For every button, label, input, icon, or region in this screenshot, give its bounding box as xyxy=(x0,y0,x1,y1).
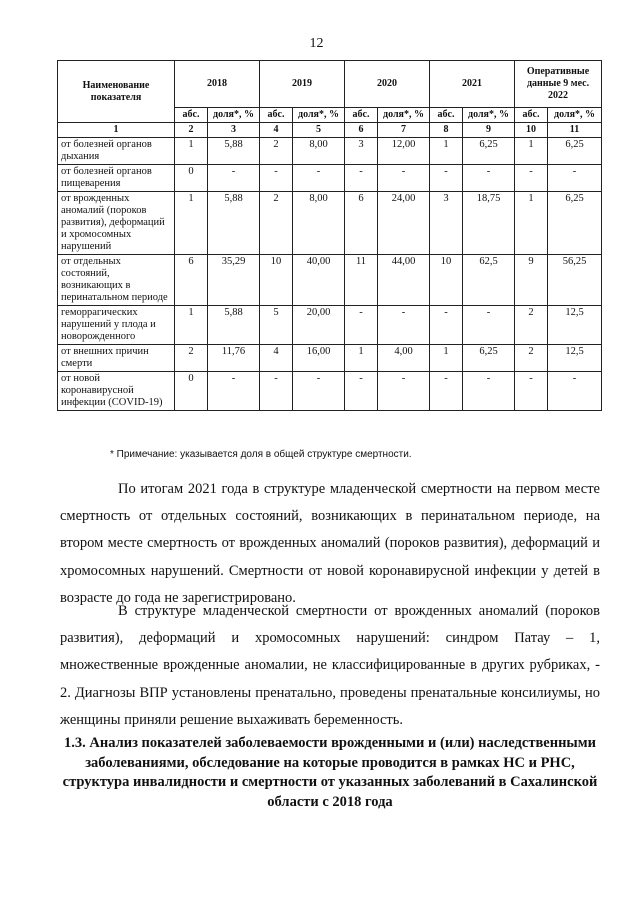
column-number: 7 xyxy=(378,123,430,138)
cell-abs: 1 xyxy=(175,306,208,345)
cell-share: - xyxy=(378,306,430,345)
subheader-share: доля*, % xyxy=(463,108,515,123)
table-footnote: * Примечание: указывается доля в общей структуре смертности. xyxy=(110,449,412,460)
subheader-abs: абс. xyxy=(345,108,378,123)
cell-abs: - xyxy=(430,165,463,192)
cell-share: - xyxy=(463,372,515,411)
cell-abs: 1 xyxy=(175,138,208,165)
cell-abs: 1 xyxy=(430,345,463,372)
subheader-abs: абс. xyxy=(260,108,293,123)
cell-abs: 6 xyxy=(175,255,208,306)
cell-abs: 2 xyxy=(175,345,208,372)
cell-share: - xyxy=(548,165,602,192)
cell-abs: 3 xyxy=(345,138,378,165)
row-label: геморрагических нарушений у плода и новорожденного xyxy=(58,306,175,345)
subheader-share: доля*, % xyxy=(293,108,345,123)
cell-abs: 4 xyxy=(260,345,293,372)
cell-abs: - xyxy=(515,165,548,192)
subheader-abs: абс. xyxy=(430,108,463,123)
cell-abs: - xyxy=(430,372,463,411)
table-row xyxy=(58,165,602,192)
table-row xyxy=(58,306,602,345)
cell-share: 6,25 xyxy=(463,345,515,372)
cell-share: 5,88 xyxy=(208,138,260,165)
cell-share: - xyxy=(378,165,430,192)
cell-share: 5,88 xyxy=(208,192,260,255)
cell-abs: 10 xyxy=(260,255,293,306)
header-operational-data: Оперативные данные 9 мес. 2022 xyxy=(515,61,602,108)
row-label: от болезней органов пищеварения xyxy=(58,165,175,192)
cell-abs: 1 xyxy=(515,192,548,255)
column-number: 10 xyxy=(515,123,548,138)
paragraph-text: В структуре младенческой смертности от врожденных аномалий (пороков развития), деформаций и хромосомных нарушений: синдром Патау – 1, множественные врожденные аномалии, не классифицированные в других рубриках, - 2. Диагнозы ВПР установлены пренатально, проведены пренатальные консилиумы, но женщины приняли решение выхаживать беременность. xyxy=(60,603,600,728)
cell-share: 6,25 xyxy=(548,192,602,255)
cell-share: 12,5 xyxy=(548,345,602,372)
subheader-abs: абс. xyxy=(175,108,208,123)
mortality-table xyxy=(57,60,602,411)
subheader-abs: абс. xyxy=(515,108,548,123)
cell-abs: 5 xyxy=(260,306,293,345)
header-year: 2018 xyxy=(175,61,260,108)
cell-share: 4,00 xyxy=(378,345,430,372)
cell-share: 8,00 xyxy=(293,192,345,255)
paragraph-1 xyxy=(60,476,600,612)
cell-abs: 1 xyxy=(345,345,378,372)
column-number: 4 xyxy=(260,123,293,138)
cell-share: - xyxy=(378,372,430,411)
cell-share: - xyxy=(293,165,345,192)
row-label: от болезней органов дыхания xyxy=(58,138,175,165)
cell-abs: 10 xyxy=(430,255,463,306)
cell-share: 12,00 xyxy=(378,138,430,165)
cell-share: 5,88 xyxy=(208,306,260,345)
cell-abs: 0 xyxy=(175,372,208,411)
cell-share: - xyxy=(463,306,515,345)
cell-abs: 2 xyxy=(515,306,548,345)
cell-abs: 1 xyxy=(430,138,463,165)
table-row xyxy=(58,372,602,411)
header-indicator-name: Наименование показателя xyxy=(58,61,175,123)
cell-abs: - xyxy=(515,372,548,411)
paragraph-2 xyxy=(60,598,600,734)
column-number: 5 xyxy=(293,123,345,138)
column-number: 2 xyxy=(175,123,208,138)
header-year: 2021 xyxy=(430,61,515,108)
cell-share: - xyxy=(208,165,260,192)
row-label: от внешних причин смерти xyxy=(58,345,175,372)
cell-share: 44,00 xyxy=(378,255,430,306)
subheader-share: доля*, % xyxy=(548,108,602,123)
cell-share: - xyxy=(293,372,345,411)
cell-share: 24,00 xyxy=(378,192,430,255)
header-year: 2019 xyxy=(260,61,345,108)
subheader-share: доля*, % xyxy=(378,108,430,123)
table-row xyxy=(58,192,602,255)
cell-share: 56,25 xyxy=(548,255,602,306)
table-row xyxy=(58,345,602,372)
cell-abs: - xyxy=(345,306,378,345)
cell-abs: 1 xyxy=(515,138,548,165)
row-label: от врожденных аномалий (пороков развития), деформаций и хромосомных нарушений xyxy=(58,192,175,255)
cell-abs: 0 xyxy=(175,165,208,192)
cell-share: 11,76 xyxy=(208,345,260,372)
column-number: 11 xyxy=(548,123,602,138)
cell-share: 20,00 xyxy=(293,306,345,345)
cell-share: 6,25 xyxy=(548,138,602,165)
cell-abs: 6 xyxy=(345,192,378,255)
cell-share: 12,5 xyxy=(548,306,602,345)
cell-share: - xyxy=(548,372,602,411)
cell-abs: - xyxy=(345,372,378,411)
cell-abs: 1 xyxy=(175,192,208,255)
column-number: 1 xyxy=(58,123,175,138)
table-row xyxy=(58,138,602,165)
cell-abs: 9 xyxy=(515,255,548,306)
cell-abs: - xyxy=(345,165,378,192)
cell-share: 18,75 xyxy=(463,192,515,255)
paragraph-text: По итогам 2021 года в структуре младенческой смертности на первом месте смертность от отдельных состояний, возникающих в перинатальном периоде, на втором месте смертность от врожденных аномалий (пороков развития), деформаций и хромосомных нарушений. Смертности от новой коронавирусной инфекции у детей в возрасте до года не зарегистрировано. xyxy=(60,481,600,606)
row-label: от отдельных состояний, возникающих в перинатальном периоде xyxy=(58,255,175,306)
cell-share: - xyxy=(208,372,260,411)
column-number: 6 xyxy=(345,123,378,138)
row-label: от новой коронавирусной инфекции (COVID-19) xyxy=(58,372,175,411)
cell-abs: 11 xyxy=(345,255,378,306)
cell-share: - xyxy=(463,165,515,192)
cell-abs: 3 xyxy=(430,192,463,255)
cell-abs: - xyxy=(260,165,293,192)
cell-abs: - xyxy=(430,306,463,345)
table-row xyxy=(58,255,602,306)
column-number: 3 xyxy=(208,123,260,138)
cell-abs: 2 xyxy=(515,345,548,372)
cell-abs: 2 xyxy=(260,138,293,165)
column-number: 8 xyxy=(430,123,463,138)
cell-share: 40,00 xyxy=(293,255,345,306)
cell-share: 35,29 xyxy=(208,255,260,306)
cell-share: 16,00 xyxy=(293,345,345,372)
cell-share: 6,25 xyxy=(463,138,515,165)
cell-share: 62,5 xyxy=(463,255,515,306)
subheader-share: доля*, % xyxy=(208,108,260,123)
cell-abs: - xyxy=(260,372,293,411)
section-heading: 1.3. Анализ показателей заболеваемости врожденными и (или) наследственными заболеваниями, обследование на которые проводится в рамках НС и РНС, структура инвалидности и смертности от указанных заболеваний в Сахалинской области с 2018 года xyxy=(62,735,598,810)
page-number: 12 xyxy=(309,36,324,51)
header-year: 2020 xyxy=(345,61,430,108)
cell-share: 8,00 xyxy=(293,138,345,165)
cell-abs: 2 xyxy=(260,192,293,255)
column-number: 9 xyxy=(463,123,515,138)
